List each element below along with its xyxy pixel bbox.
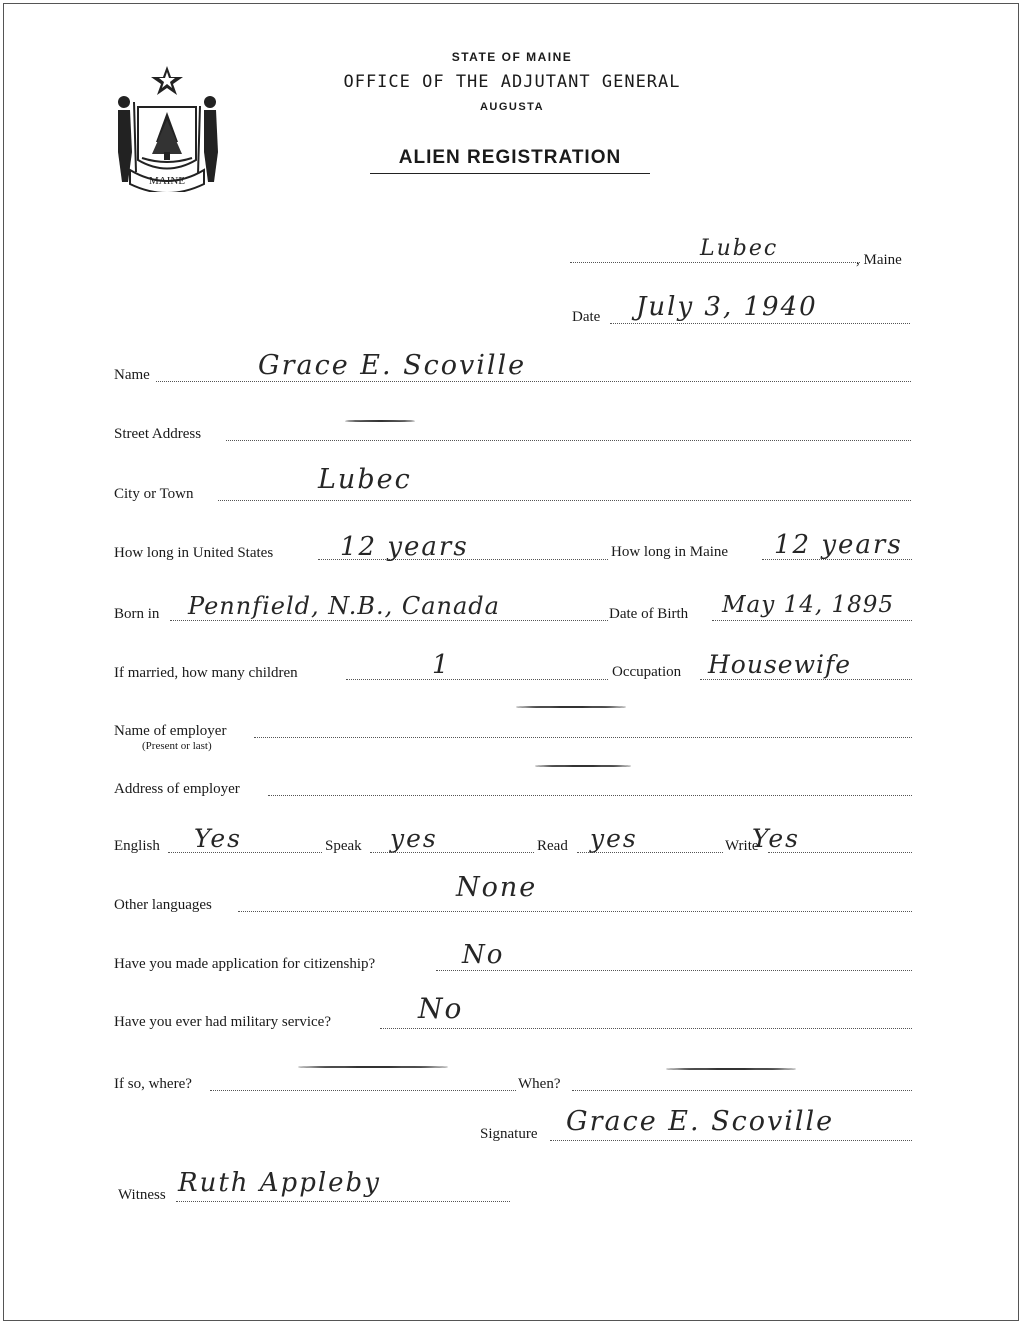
how-long-us-value: 12 years <box>340 532 469 562</box>
children-value: 1 <box>432 650 451 680</box>
where-dash <box>298 1066 448 1068</box>
born-in-value: Pennfield, N.B., Canada <box>188 592 500 620</box>
witness-value: Ruth Appleby <box>178 1168 381 1198</box>
when-dash <box>666 1068 796 1070</box>
signature-label: Signature <box>480 1126 538 1142</box>
where-label: If so, where? <box>114 1076 192 1092</box>
read-label: Read <box>537 838 568 854</box>
how-long-maine-value: 12 years <box>774 530 903 560</box>
page-border <box>3 3 1019 1321</box>
date-value: July 3, 1940 <box>636 292 818 322</box>
how-long-maine-label: How long in Maine <box>611 544 729 560</box>
header-office: OFFICE OF THE ADJUTANT GENERAL <box>343 72 681 92</box>
street-address-label: Street Address <box>114 426 202 442</box>
english-label: English <box>114 838 160 854</box>
form-title: ALIEN REGISTRATION <box>370 147 650 174</box>
seal-banner-text: MAINE <box>148 175 186 187</box>
place-value: Lubec <box>700 236 779 261</box>
children-label: If married, how many children <box>114 665 298 681</box>
place-suffix: , Maine <box>856 252 902 268</box>
write-value: Yes <box>752 824 800 853</box>
employer-name-sublabel: (Present or last) <box>142 740 212 752</box>
write-label: Write <box>725 838 759 854</box>
citizenship-value: No <box>462 940 505 970</box>
occupation-value: Housewife <box>708 650 852 679</box>
when-label: When? <box>518 1076 561 1092</box>
occupation-label: Occupation <box>612 664 682 680</box>
military-label: Have you ever had military service? <box>114 1014 331 1030</box>
read-value: yes <box>590 824 638 853</box>
city-label: City or Town <box>114 486 194 502</box>
speak-label: Speak <box>325 838 362 854</box>
name-label: Name <box>114 367 150 383</box>
other-languages-value: None <box>456 872 538 903</box>
speak-value: yes <box>390 824 438 853</box>
employer-name-dash <box>516 706 626 708</box>
date-of-birth-value: May 14, 1895 <box>722 592 894 618</box>
military-value: No <box>418 992 464 1025</box>
employer-name-label: Name of employer <box>114 723 227 739</box>
employer-address-label: Address of employer <box>114 781 240 797</box>
employer-address-dash <box>535 765 631 767</box>
date-label: Date <box>572 309 601 325</box>
witness-label: Witness <box>118 1187 166 1203</box>
name-value: Grace E. Scoville <box>258 350 527 381</box>
english-value: Yes <box>194 824 242 853</box>
signature-value: Grace E. Scoville <box>566 1106 835 1137</box>
header-state: STATE OF MAINE <box>451 50 573 64</box>
date-of-birth-label: Date of Birth <box>609 606 689 622</box>
how-long-us-label: How long in United States <box>114 545 274 561</box>
citizenship-label: Have you made application for citizenship? <box>114 956 376 972</box>
city-value: Lubec <box>318 464 412 495</box>
header-city: AUGUSTA <box>479 101 545 113</box>
other-languages-label: Other languages <box>114 897 212 913</box>
born-in-label: Born in <box>114 606 160 622</box>
street-address-dash <box>345 420 415 422</box>
